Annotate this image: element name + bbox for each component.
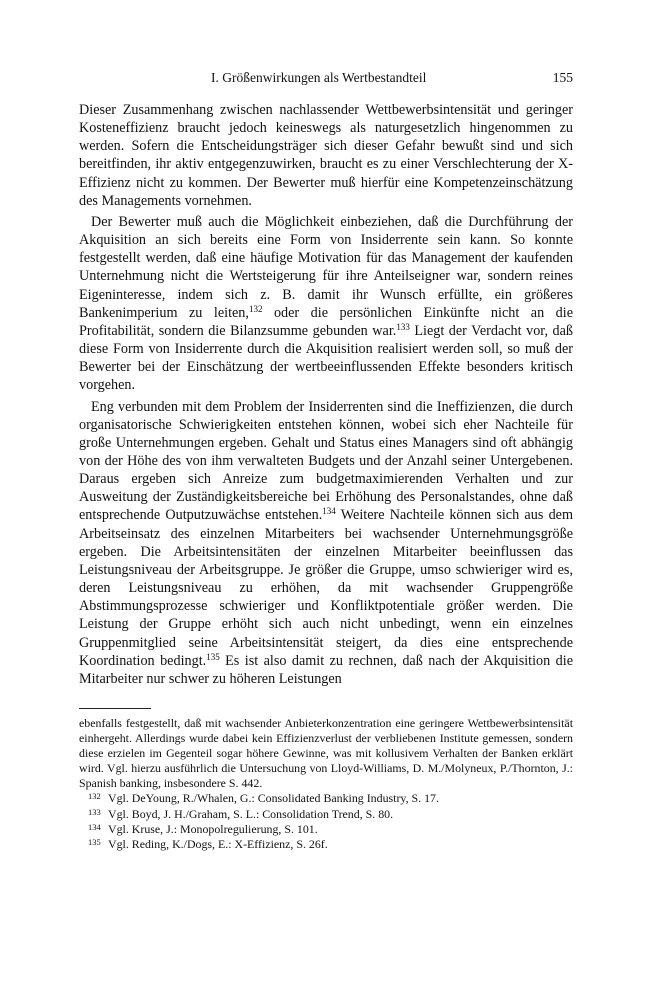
footnote-divider (79, 708, 151, 709)
paragraph-1-text: Dieser Zusammenhang zwischen nachlassender Wettbewerbsintensität und geringer Kosteneffizienz braucht jedoch keineswegs als naturgesetzlich hingenommen zu werden. Sofern die Entscheidungsträger sich dieser Gefahr bewußt sind und sich bereitfinden, ihr aktiv entgegenzuwirken, braucht es zu einer Verschlechterung der X-Effizienz nicht zu kommen. Der Bewerter muß hierfür eine Kompetenzeinschätzung des Managements vornehmen. (79, 102, 573, 209)
footnote-text: Vgl. Reding, K./Dogs, E.: X-Effizienz, S. 26f. (108, 837, 328, 852)
paragraph-2-text-c: Liegt der Verdacht vor, daß diese Form von Insiderrente durch die Akquisition realisiert werden soll, so muß der Bewerter bei der Einschätzung der wertbeeinflussenden Effekte besonders kritisch vorgehen. (79, 322, 573, 394)
footnote-ref-134[interactable]: 134 (322, 506, 336, 517)
footnote-ref-133[interactable]: 133 (396, 321, 410, 332)
paragraph-2-text-a: Der Bewerter muß auch die Möglichkeit einbeziehen, daß die Durchführung der Akquisition an sich bereits eine Form von Insiderrente sein kann. So konnte festgestellt werden, daß eine häufige Motivation für das Management der kaufenden Unternehmung nicht die Wertsteigerung für ihre Anteilseigner war, sondern reines Eigeninteresse, indem sich z. B. damit ihr Wunsch erfüllte, ein größeres Bankenimperium zu leiten, (79, 213, 573, 321)
page-number: 155 (552, 70, 573, 85)
document-page (79, 70, 573, 853)
paragraph-2-text-b: oder die persönlichen Einkünfte nicht an die Profitabilität, sondern die Bilanzsumme gebunden war. (79, 304, 573, 339)
footnote-continuation: ebenfalls festgestellt, daß mit wachsender Anbieterkonzentration eine geringere Wettbewerbsintensität einhergeht. Allerdings wurde dabei kein Effizienzverlust der verbliebenen Institute gemessen, sondern diese erzielen im Gegenteil sogar höhere Gewinne, was mit kollusivem Verhalten der Banken erklärt wird. Vgl. hierzu ausführlich die Untersuchung von Lloyd-Williams, D. M./Molyneux, P./Thornton, J.: Spanish banking, insbesondere S. 442. (79, 716, 573, 791)
running-header (79, 70, 573, 90)
footnote-number: 135 (88, 837, 101, 848)
paragraph-3-text-a: Eng verbunden mit dem Problem der Insiderrenten sind die Ineffizienzen, die durch organisatorische Schwierigkeiten entstehen können, wobei sich eher Nachteile für große Unternehmungen ergeben. Gehalt und Status eines Managers sind oft abhängig von der Höhe des von ihm verwalteten Budgets und der Anzahl seiner Untergebenen. Daraus ergeben sich Anreize zum budgetmaximierenden Verhalten und zur Ausweitung der Zuständigkeitsbereiche bei Erhöhung des Personalstandes, ohne daß entsprechende Outputzuwächse entstehen. (79, 398, 573, 524)
footnote-ref-135[interactable]: 135 (206, 651, 220, 662)
paragraph-3 (79, 398, 573, 689)
footnote-134 (79, 822, 573, 837)
footnote-text: Vgl. Kruse, J.: Monopolregulierung, S. 101. (108, 822, 318, 837)
footnote-ref-132[interactable]: 132 (248, 303, 263, 314)
footnote-135 (79, 837, 573, 852)
footnote-text: Vgl. Boyd, J. H./Graham, S. L.: Consolidation Trend, S. 80. (108, 806, 394, 821)
footnote-number: 132 (88, 791, 101, 802)
paragraph-3-text-c: Es ist also damit zu rechnen, daß nach der Akquisition die Mitarbeiter nur schwer zu höheren Leistungen (79, 652, 573, 687)
footnote-133 (79, 807, 573, 822)
chapter-title: I. Größenwirkungen als Wertbestandteil (211, 70, 427, 85)
footnote-132 (79, 791, 573, 806)
body-text (79, 101, 573, 688)
footnote-number: 134 (88, 822, 101, 833)
paragraph-3-text-b: Weitere Nachteile können sich aus dem Arbeitseinsatz des einzelnen Mitarbeiters bei wachsender Unternehmungsgröße ergeben. Die Arbeitsintensitäten der einzelnen Mitarbeiter beeinflussen das Leistungsniveau der Arbeitsgruppe. Je größer die Gruppe, umso schwieriger wird es, deren Leistungsniveau zu erhöhen, da mit wachsender Gruppengröße Abstimmungsprozesse schwieriger und Konfliktpotentiale größer werden. Die Leistung der Gruppe erhöht sich auch nicht unbedingt, wenn ein einzelnes Gruppenmitglied seine Arbeitsintensität steigert, da dies eine entsprechende Koordination bedingt. (79, 507, 573, 669)
footnotes (79, 716, 573, 853)
paragraph-1 (79, 101, 573, 210)
footnote-text: Vgl. DeYoung, R./Whalen, G.: Consolidated Banking Industry, S. 17. (108, 791, 439, 806)
footnote-number: 133 (88, 806, 101, 817)
paragraph-2 (79, 213, 573, 395)
